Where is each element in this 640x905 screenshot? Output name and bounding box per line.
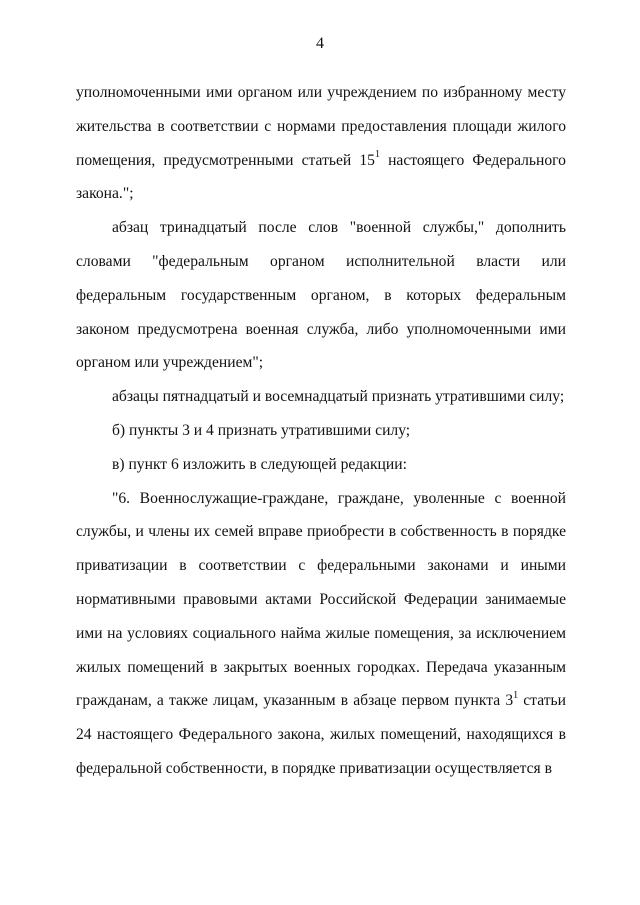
- text-run: б) пункты 3 и 4 признать утратившими силу;: [112, 421, 411, 439]
- text-run: статьи 24 настоящего Федерального закона, жилых помещений, находящихся в федеральной собственности, в порядке приватизации осуществляется в: [76, 692, 566, 777]
- superscript: 1: [374, 149, 380, 161]
- paragraph: [76, 448, 566, 482]
- paragraph: [76, 414, 566, 448]
- paragraph: [76, 211, 566, 380]
- text-run: "6. Военнослужащие-граждане, граждане, уволенные с военной службы, и члены их семей вправе приобрести в собственность в порядке приватизации в соответствии с федеральными законами и иными нормативными правовыми актами Российской Федерации занимаемые ими на условиях социального найма жилые помещения, за исключением жилых помещений в закрытых военных городках. Передача указанным гражданам, а также лицам, указанным в абзаце первом пункта 3: [76, 489, 566, 710]
- text-run: абзац тринадцатый после слов "военной службы," дополнить словами "федеральным органом исполнительной власти или федеральным государственным органом, в которых федеральным законом предусмотрена военная служба, либо уполномоченными ими органом или учреждением";: [76, 219, 566, 372]
- superscript: 1: [513, 690, 519, 702]
- text-run: абзацы пятнадцатый и восемнадцатый признать утратившими силу;: [112, 388, 565, 406]
- document-body: [76, 76, 566, 786]
- paragraph: [76, 76, 566, 211]
- paragraph: [76, 482, 566, 786]
- text-run: уполномоченными ими органом или учреждением по избранному месту жительства в соответствии с нормами предоставления площади жилого помещения, предусмотренными статьей 15: [76, 84, 566, 169]
- text-run: в) пункт 6 изложить в следующей редакции:: [112, 455, 407, 473]
- paragraph: [76, 380, 566, 414]
- page-number: 4: [316, 35, 324, 52]
- text-run: настоящего Федерального закона.";: [76, 151, 566, 203]
